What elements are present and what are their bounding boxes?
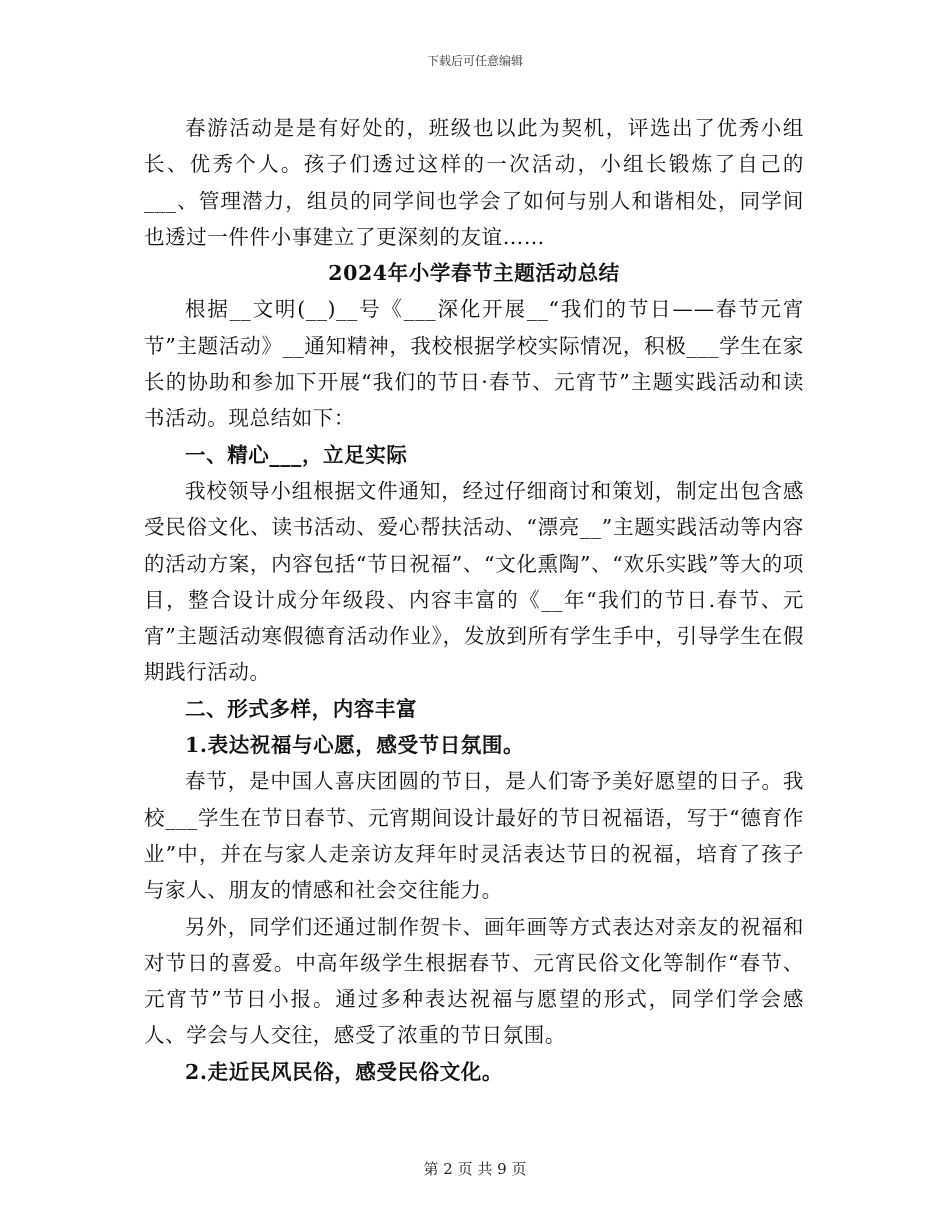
paragraph-2-1b: 另外，同学们还通过制作贺卡、画年画等方式表达对亲友的祝福和对节日的喜爱。中高年级学生根据春节、元宵民俗文化等制作“春节、元宵节”节日小报。通过多种表达祝福与愿望的形式，同学们学会感人、学会与人交往，感受了浓重的节日氛围。 [144,914,804,1048]
paragraph-section-1: 我校领导小组根据文件通知，经过仔细商讨和策划，制定出包含感受民俗文化、读书活动、爱心帮扶活动、“漂亮__”主题实践活动等内容的活动方案，内容包括“节日祝福”、“文化熏陶”、“欢乐实践”等大的项目，整合设计成分年级段、内容丰富的《__年“我们的节日.春节、元宵”主题活动寒假德育活动作业》，发放到所有学生手中，引导学生在假期践行活动。 [144,478,804,685]
subheading-2-1: 1.表达祝福与心愿，感受节日氛围。 [185,733,525,758]
document-body [144,110,804,1090]
section-heading-2: 二、形式多样，内容丰富 [185,696,418,721]
page-header: 下载后可任意编辑 [426,54,523,68]
page-number: 第 2 页 共 9 页 [423,1160,527,1178]
paragraph-2-1a: 春节，是中国人喜庆团圆的节日，是人们寄予美好愿望的日子。我校___学生在节日春节、元宵期间设计最好的节日祝福语，写于“德育作业”中，并在与家人走亲访友拜年时灵活表达节日的祝福，培育了孩子与家人、朋友的情感和社会交往能力。 [144,769,804,903]
subheading-2-2: 2.走近民风民俗，感受民俗文化。 [185,1059,503,1084]
section-heading-1: 一、精心___，立足实际 [185,442,408,467]
paragraph-basis: 根据__文明(__)__号《___深化开展__“我们的节日——春节元宵节”主题活动》__通知精神，我校根据学校实际情况，积极___学生在家长的协助和参加下开展“我们的节日·春节、元宵节”主题实践活动和读书活动。现总结如下： [144,297,804,431]
paragraph-intro: 春游活动是是有好处的，班级也以此为契机，评选出了优秀小组长、优秀个人。孩子们透过这样的一次活动，小组长锻炼了自己的___、管理潜力，组员的同学间也学会了如何与别人和谐相处，同学间也透过一件件小事建立了更深刻的友谊…… [144,116,804,249]
document-title: 2024年小学春节主题活动总结 [328,261,620,286]
